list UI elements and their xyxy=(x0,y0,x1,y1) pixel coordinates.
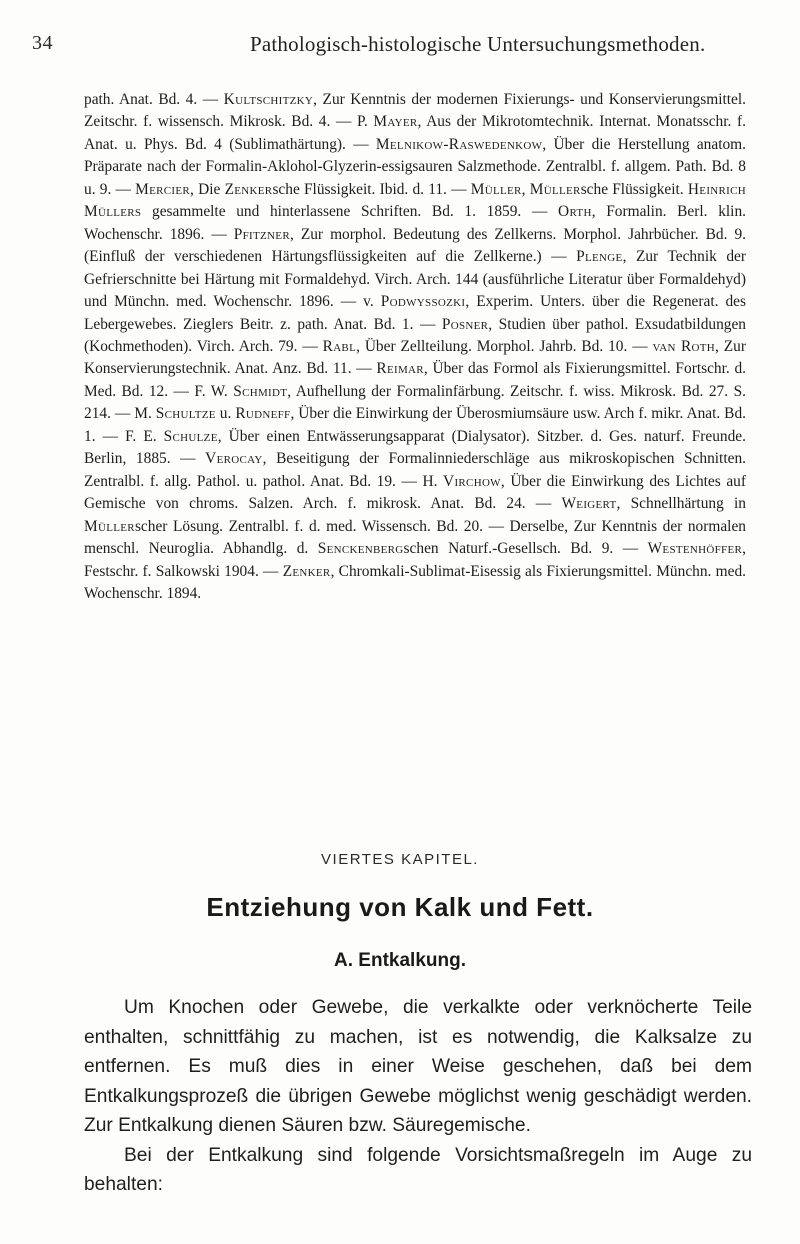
reference-text: sche Flüssigkeit. xyxy=(580,180,688,198)
reference-text: , Experim. Unters. über die Regenerat. des Lebergewebes. Zieglers Beitr. z. path. Anat. Bd. 1. — xyxy=(84,293,746,333)
author-name: Plenge xyxy=(576,248,623,266)
reference-text: , Die xyxy=(190,180,225,198)
chapter-title: Entziehung von Kalk und Fett. xyxy=(206,892,594,922)
reference-text: , xyxy=(521,180,530,198)
author-name: Kultschitzky xyxy=(223,91,314,108)
author-name: Pfitzner xyxy=(233,225,290,243)
reference-text: , Zur morphol. Bedeutung des Zellkerns. Morphol. Jahrbücher. Bd. 9. (Einfluß der verschiedenen Härtungsflüssigkeiten auf die Zellkerne.) — xyxy=(84,225,746,266)
author-name: Rabl xyxy=(322,337,357,355)
reference-text: gesammelte und hinterlassene Schriften. Bd. 1. 1859. — xyxy=(141,203,559,221)
reference-text: , Über Zellteilung. Morphol. Jahrb. Bd. 10. — xyxy=(356,337,653,355)
chapter-number: VIERTES KAPITEL. xyxy=(321,851,479,868)
reference-text: , Zur Kenntnis der modernen Fixierungs- und Konservierungsmittel. Zeitschr. f. wissensch. Mikrosk. Bd. 4. — P. xyxy=(84,91,746,131)
running-title: Pathologisch-histologische Untersuchungsmethoden. xyxy=(250,32,706,56)
body-paragraph: Um Knochen oder Gewebe, die verkalkte oder verknöcherte Teile enthalten, schnittfähig zu machen, ist es notwendig, die Kalksalze zu entfernen. Es muß dies in einer Weise geschehen, daß bei dem Entkalkungsprozeß die übrigen Gewebe möglichst wenig geschädigt werden. Zur Entkalkung dienen Säuren bzw. Säuregemische. xyxy=(84,997,752,1136)
author-name: van Roth xyxy=(652,337,716,355)
author-name: Rudneff xyxy=(235,405,291,423)
section-heading: A. Entkalkung. xyxy=(334,950,466,971)
body-paragraph: Bei der Entkalkung sind folgende Vorsichtsmaßregeln im Auge zu behalten: xyxy=(84,1144,752,1195)
author-name: Virchow xyxy=(443,472,501,490)
body-text xyxy=(84,993,752,1200)
page-number: 34 xyxy=(32,32,53,54)
author-name: Schmidt xyxy=(233,382,288,400)
author-name: Schultze xyxy=(155,405,216,423)
author-name: Weigert xyxy=(561,495,617,513)
reference-text: scher Lösung. Zentralbl. f. d. med. Wissensch. Bd. 20. — Derselbe, Zur Kenntnis der normalen menschl. Neuroglia. Abhandlg. d. xyxy=(84,517,746,558)
reference-text: , Beseitigung der Formalinniederschläge aus mikroskopischen Schnitten. Zentralbl. f. allg. Pathol. u. pathol. Anat. Bd. 19. — H. xyxy=(84,450,746,490)
reference-text: , Aus der Mikrotomtechnik. Internat. Monatsschr. f. Anat. u. Phys. Bd. 4 (Sublimathärtung). — xyxy=(84,113,747,153)
author-name: Heinrich Müllers xyxy=(84,180,747,221)
reference-text: path. Anat. Bd. 4. — xyxy=(84,91,224,108)
author-name: Mercier xyxy=(135,180,191,198)
author-name: Mayer xyxy=(373,113,418,131)
reference-text: , Aufhellung der Formalinfärbung. Zeitschr. f. wiss. Mikrosk. Bd. 27. S. 214. — M. xyxy=(84,382,746,423)
reference-text: , Über das Formol als Fixierungsmittel. Fortschr. d. Med. Bd. 12. — F. W. xyxy=(84,360,747,400)
author-name: Zenker xyxy=(282,562,331,580)
author-name: Reimar xyxy=(376,360,424,378)
author-name: Posner xyxy=(441,315,489,333)
author-name: Müller xyxy=(470,180,522,198)
author-name: Schulze xyxy=(163,427,218,445)
reference-text: , Festschr. f. Salkowski 1904. — xyxy=(84,540,746,580)
author-name: Melnikow-Raswedenkow xyxy=(375,135,543,153)
author-name: Zenker xyxy=(224,180,273,198)
author-name: Podwyssozki xyxy=(380,293,466,311)
bibliography-paragraph xyxy=(84,89,746,605)
reference-text: sche Flüssigkeit. Ibid. d. 11. — xyxy=(272,180,471,198)
reference-text: , Über einen Entwässerungsapparat (Dialysator). Sitzber. d. Ges. naturf. Freunde. Berlin, 1885. — xyxy=(84,427,746,468)
reference-text: , Über die Einwirkung des Lichtes auf Gemische von chroms. Salzen. Arch. f. mikrosk. Anat. Bd. 24. — xyxy=(84,472,746,513)
author-name: Müller xyxy=(529,180,581,198)
author-name: Verocay xyxy=(205,450,263,468)
reference-text: schen Naturf.-Gesellsch. Bd. 9. — xyxy=(403,540,648,558)
reference-text: , Chromkali-Sublimat-Eisessig als Fixierungsmittel. Münchn. med. Wochenschr. 1894. xyxy=(84,562,746,602)
author-name: Müller xyxy=(84,517,135,535)
reference-text: , Über die Einwirkung der Überosmiumsäure usw. Arch f. mikr. Anat. Bd. 1. — F. E. xyxy=(84,405,746,445)
reference-text: , Zur Technik der Gefrierschnitte bei Härtung mit Formaldehyd. Virch. Arch. 144 (ausführliche Literatur über Formaldehyd) und Münchn. med. Wochenschr. 1896. — v. xyxy=(84,248,746,311)
running-header xyxy=(32,18,762,54)
reference-text: , Über die Herstellung anatom. Präparate nach der Formalin-Aklohol-Glyzerin-essigsauren Salzmethode. Zentralbl. f. allgem. Path. Bd. 8 u. 9. — xyxy=(84,135,747,198)
reference-text: , Formalin. Berl. klin. Wochenschr. 1896. — xyxy=(84,203,746,243)
reference-text: , Zur Konservierungstechnik. Anat. Anz. Bd. 11. — xyxy=(84,337,746,378)
author-name: Westenhöffer xyxy=(647,540,743,558)
author-name: Senckenberg xyxy=(317,540,404,558)
author-name: Orth xyxy=(558,203,592,221)
reference-text: , Studien über pathol. Exsudatbildungen (Kochmethoden). Virch. Arch. 79. — xyxy=(84,315,746,355)
reference-text: u. xyxy=(215,405,236,423)
reference-text: , Schnellhärtung in xyxy=(616,495,746,513)
